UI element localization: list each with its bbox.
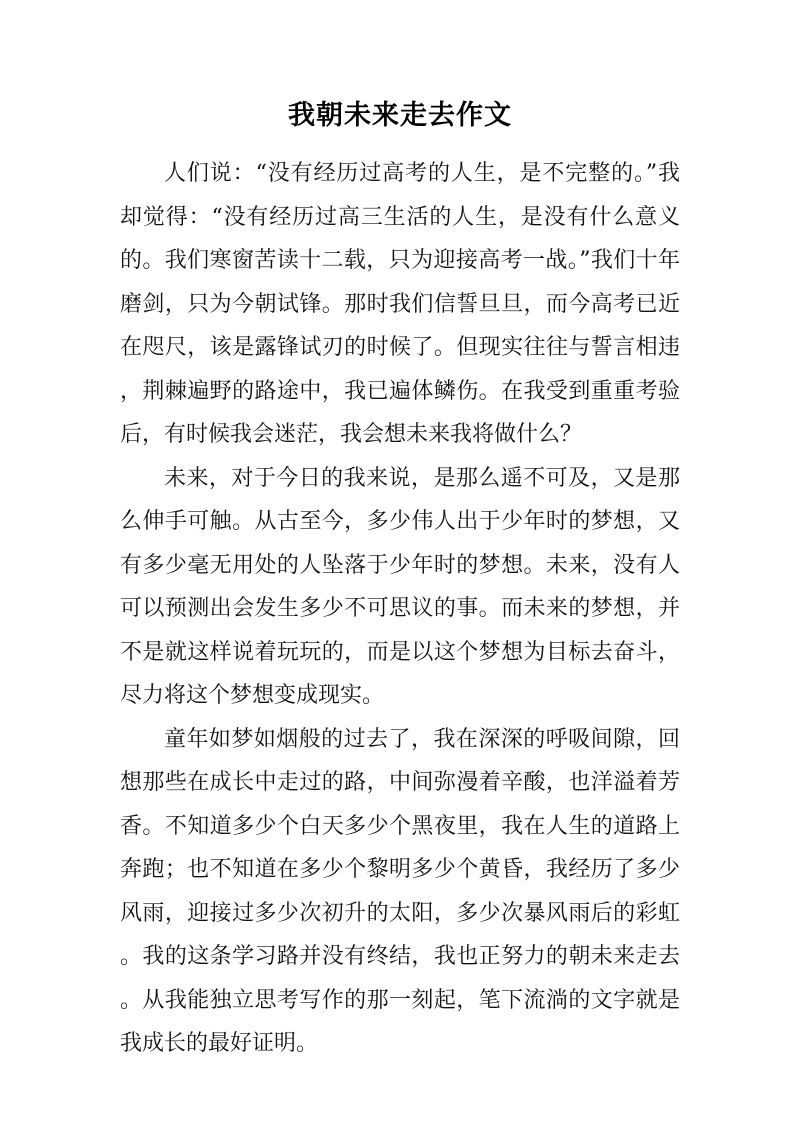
paragraph-2: 未来，对于今日的我来说，是那么遥不可及，又是那么伸手可触。从古至今，多少伟人出于少年时的梦想，又有多少毫无用处的人坠落于少年时的梦想。未来，没有人可以预测出会发生多少不可思议的事。而未来的梦想，并不是就这样说着玩玩的，而是以这个梦想为目标去奋斗，尽力将这个梦想变成现实。 <box>120 465 680 708</box>
document-title: 我朝未来走去作文 <box>288 100 512 131</box>
paragraph-1: 人们说：“没有经历过高考的人生，是不完整的。”我却觉得：“没有经历过高三生活的人生，是没有什么意义的。我们寒窗苦读十二载，只为迎接高考一战。”我们十年磨剑，只为今朝试锋。那时我们信誓旦旦，而今高考已近在咫尺，该是露锋试刃的时候了。但现实往往与誓言相违，荆棘遍野的路途中，我已遍体鳞伤。在我受到重重考验后，有时候我会迷茫，我会想未来我将做什么？ <box>120 161 680 447</box>
paragraph-3: 童年如梦如烟般的过去了，我在深深的呼吸间隙，回想那些在成长中走过的路，中间弥漫着辛酸，也洋溢着芳香。不知道多少个白天多少个黑夜里，我在人生的道路上奔跑；也不知道在多少个黎明多少个黄昏，我经历了多少风雨，迎接过多少次初升的太阳，多少次暴风雨后的彩虹。我的这条学习路并没有终结，我也正努力的朝未来走去。从我能独立思考写作的那一刻起，笔下流淌的文字就是我成长的最好证明。 <box>120 726 680 1056</box>
essay-body <box>120 152 680 1066</box>
